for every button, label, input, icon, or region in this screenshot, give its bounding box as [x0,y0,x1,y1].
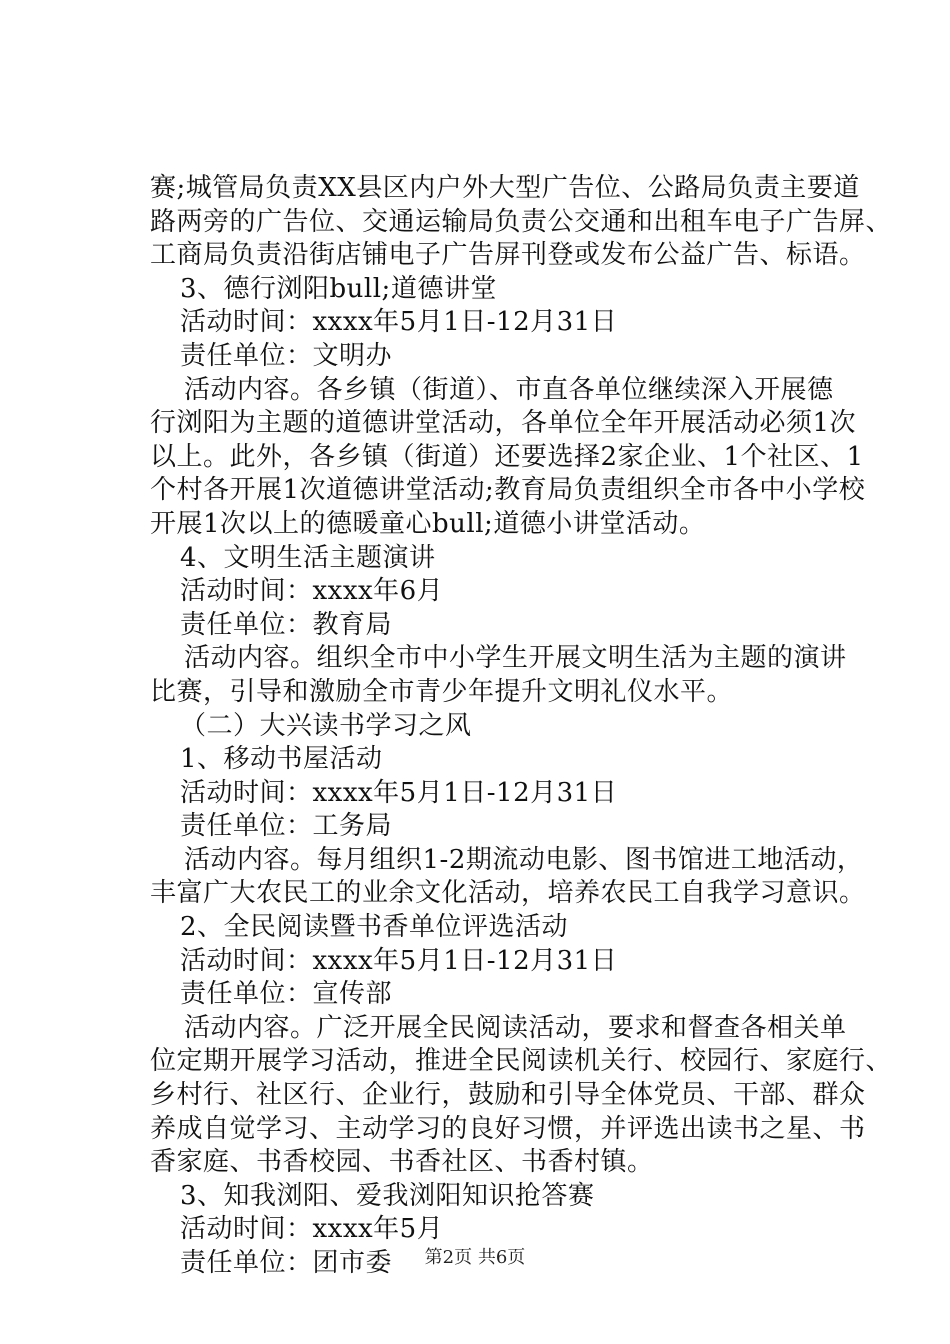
text-line: 乡村行、社区行、企业行，鼓励和引导全体党员、干部、群众 [150,1080,866,1111]
page-footer: 第2页 共6页 [424,1247,526,1268]
text-line: 活动时间：xxxx年5月1日-12月31日 [180,777,618,808]
text-line: 责任单位：团市委 [180,1248,393,1278]
text-line: 丰富广大农民工的业余文化活动，培养农民工自我学习意识。 [150,878,866,909]
text-line: 活动内容。各乡镇（街道）、市直各单位继续深入开展德 [184,374,834,405]
text-line: 赛;城管局负责XX县区内户外大型广告位、公路局负责主要道 [150,173,860,203]
text-line: 活动内容。广泛开展全民阅读活动，要求和督查各相关单 [184,1012,847,1043]
text-line: 路两旁的广告位、交通运输局负责公交通和出租车电子广告屏、 [150,206,893,237]
text-line: 活动内容。每月组织1-2期流动电影、图书馆进工地活动， [184,844,864,875]
text-line: 工商局负责沿街店铺电子广告屏刊登或发布公益广告、标语。 [150,240,866,271]
text-line: 责任单位：教育局 [180,609,393,640]
text-line: 4、文明生活主题演讲 [180,542,436,573]
text-line: 责任单位：宣传部 [180,979,393,1010]
text-line: 以上。此外，各乡镇（街道）还要选择2家企业、1个社区、1 [150,441,864,472]
text-line: 养成自觉学习、主动学习的良好习惯，并评选出读书之星、书 [150,1113,866,1144]
text-line: 1、移动书屋活动 [180,744,383,775]
text-line: 活动时间：xxxx年6月 [180,576,444,607]
text-line: 个村各开展1次道德讲堂活动;教育局负责组织全市各中小学校 [150,475,866,506]
text-line: 活动时间：xxxx年5月1日-12月31日 [180,945,618,976]
text-line: 开展1次以上的德暖童心bull;道德小讲堂活动。 [150,508,706,539]
text-line: 活动内容。组织全市中小学生开展文明生活为主题的演讲 [184,643,847,674]
text-line: 3、德行浏阳bull;道德讲堂 [180,273,497,304]
text-line: 活动时间：xxxx年5月1日-12月31日 [180,307,618,338]
text-line: 位定期开展学习活动，推进全民阅读机关行、校园行、家庭行、 [150,1046,893,1077]
text-line: 责任单位：文明办 [180,340,393,371]
text-line: （二）大兴读书学习之风 [180,710,472,741]
document-body [150,172,893,1281]
text-line: 3、知我浏阳、爱我浏阳知识抢答赛 [180,1180,595,1211]
text-line: 香家庭、书香校园、书香社区、书香村镇。 [150,1147,654,1178]
text-line: 活动时间：xxxx年5月 [180,1214,444,1245]
text-line: 行浏阳为主题的道德讲堂活动，各单位全年开展活动必须1次 [150,408,857,439]
text-line: 比赛，引导和激励全市青少年提升文明礼仪水平。 [150,676,734,707]
text-line: 2、全民阅读暨书香单位评选活动 [180,912,569,943]
text-line: 责任单位：工务局 [180,811,393,842]
